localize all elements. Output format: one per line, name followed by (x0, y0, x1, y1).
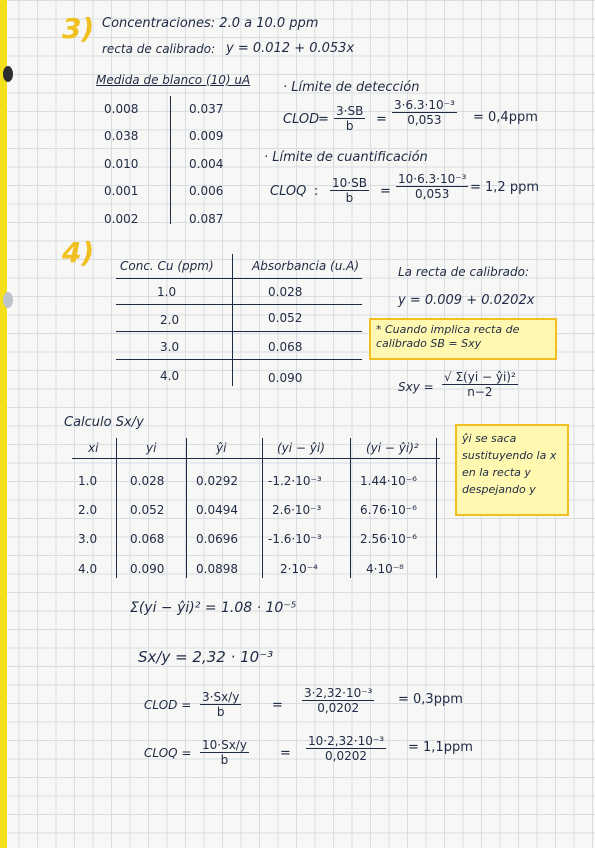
calc-header: (yi − ŷi)² (366, 441, 419, 455)
loq-label: CLOQ (270, 184, 307, 199)
calc-header: (yi − ŷi) (277, 441, 325, 455)
loq-frac-den: b (345, 191, 354, 205)
calc-cell: 1.44·10⁻⁶ (360, 474, 417, 488)
equals-sign: = (376, 112, 387, 127)
cloq-fraction (200, 738, 249, 767)
loq-frac-num: 10·SB (332, 176, 367, 190)
blanco-value: 0.008 (104, 102, 139, 116)
recta-equation: y = 0.012 + 0.053x (226, 41, 355, 56)
recta-title: La recta de calibrado: (398, 265, 529, 279)
sxy-formula-num: √ Σ(yi − ŷi)² (444, 370, 516, 384)
lod-fraction (334, 104, 365, 133)
calc-cell: 2·10⁻⁴ (280, 562, 318, 576)
lod-result: = 0,4ppm (473, 110, 538, 125)
yhat-note: ŷi se saca sustituyendo la x en la recta y despejando y (462, 432, 557, 496)
clod-result: = 0,3ppm (398, 692, 463, 707)
table-divider (232, 254, 233, 386)
clod-frac-num: 3·Sx/y (202, 690, 240, 704)
recta-equation-4: y = 0.009 + 0.0202x (398, 293, 535, 308)
blanco-value: 0.087 (189, 212, 224, 226)
loq-result: = 1,2 ppm (470, 180, 539, 195)
calc-cell: 0.068 (130, 532, 165, 546)
cloq-frac-den: b (220, 753, 229, 767)
calc-cell: 0.0898 (196, 562, 238, 576)
loq-calc-fraction (396, 172, 468, 201)
equals-sign: = (280, 746, 291, 761)
equals-sign: = (272, 698, 283, 713)
sxy-formula-fraction (442, 370, 518, 399)
table-cell: 3.0 (160, 340, 180, 354)
calc-cell: 0.052 (130, 503, 165, 517)
sxy-result-line: Sx/y = 2,32 · 10⁻³ (138, 648, 274, 666)
calc-cell: 2.56·10⁻⁶ (360, 532, 417, 546)
equals-sign: = (380, 184, 391, 199)
lod-calc-fraction (392, 98, 457, 127)
cloq-calc-fraction (306, 734, 386, 763)
table-cell: 0.090 (268, 371, 303, 385)
sb-note: * Cuando implica recta de calibrado SB = Sxy (376, 323, 520, 350)
clod-label: CLOD = (144, 698, 192, 712)
calc-header: ŷi (216, 441, 227, 455)
calc-cell: 4.0 (78, 562, 98, 576)
recta-label: recta de calibrado: (102, 42, 216, 56)
cloq-result: = 1,1ppm (408, 740, 473, 755)
table-cell: 0.028 (268, 285, 303, 299)
table-hline (116, 278, 362, 279)
table-header-abs: Absorbancia (u.A) (252, 259, 360, 273)
loq-calc-num: 10·6.3·10⁻³ (398, 172, 467, 186)
clod-calc-den: 0,0202 (317, 701, 360, 715)
calc-cell: 4·10⁻⁸ (366, 562, 404, 576)
lod-title: · Límite de detección (283, 80, 420, 95)
table-hline (116, 359, 362, 360)
calc-header: yi (146, 441, 157, 455)
blanco-value: 0.010 (104, 157, 139, 171)
calc-cell: -1.6·10⁻³ (268, 532, 322, 546)
lod-calc-den: 0,053 (407, 113, 442, 127)
blanco-value: 0.001 (104, 184, 139, 198)
calc-cell: 1.0 (78, 474, 98, 488)
blanco-value: 0.037 (189, 102, 224, 116)
lod-frac-num: 3·SB (336, 104, 364, 118)
loq-calc-den: 0,053 (415, 187, 450, 201)
calc-cell: 6.76·10⁻⁶ (360, 503, 417, 517)
blanco-value: 0.009 (189, 129, 224, 143)
calc-table-hline (72, 458, 440, 459)
sum-line: Σ(yi − ŷi)² = 1.08 · 10⁻⁵ (130, 600, 297, 616)
binder-hole (3, 66, 13, 82)
loq-title: · Límite de cuantificación (264, 150, 428, 165)
clod-fraction (200, 690, 241, 719)
equals-sign: = (318, 112, 329, 127)
clod-frac-den: b (216, 705, 225, 719)
calc-cell: 3.0 (78, 532, 98, 546)
blanco-divider (170, 96, 171, 224)
yellow-margin-line (0, 0, 7, 848)
calc-cell: -1.2·10⁻³ (268, 474, 322, 488)
loq-fraction (330, 176, 369, 205)
equals-sign: : (314, 184, 319, 199)
sxy-formula-label: Sxy = (398, 380, 434, 394)
calc-cell: 2.0 (78, 503, 98, 517)
table-cell: 1.0 (157, 285, 177, 299)
table-cell: 4.0 (160, 369, 180, 383)
concentraciones-text: Concentraciones: 2.0 a 10.0 ppm (102, 16, 319, 31)
table-cell: 0.068 (268, 340, 303, 354)
binder-hole (3, 292, 13, 308)
calc-cell: 0.0292 (196, 474, 238, 488)
calc-cell: 2.6·10⁻³ (272, 503, 322, 517)
blanco-value: 0.038 (104, 129, 139, 143)
cloq-calc-num: 10·2,32·10⁻³ (308, 734, 385, 748)
table-cell: 0.052 (268, 311, 303, 325)
cloq-calc-den: 0,0202 (325, 749, 368, 763)
calc-cell: 0.090 (130, 562, 165, 576)
lod-label: CLOD (283, 112, 320, 127)
calc-table-vline (350, 438, 351, 578)
clod-calc-fraction (302, 686, 374, 715)
blanco-value: 0.006 (189, 184, 224, 198)
cloq-frac-num: 10·Sx/y (202, 738, 247, 752)
table-cell: 2.0 (160, 313, 180, 327)
calc-table-vline (436, 438, 437, 578)
table-hline (116, 304, 362, 305)
calc-header: xi (88, 441, 99, 455)
table-hline (116, 331, 362, 332)
calc-cell: 0.0494 (196, 503, 238, 517)
calc-table-vline (186, 438, 187, 578)
clod-calc-num: 3·2,32·10⁻³ (304, 686, 373, 700)
calculo-title: Calculo Sx/y (64, 415, 144, 430)
cloq-label: CLOQ = (144, 746, 192, 760)
blanco-header: Medida de blanco (10) uA (96, 73, 251, 87)
calc-table-vline (116, 438, 117, 578)
blanco-value: 0.004 (189, 157, 224, 171)
table-header-conc: Conc. Cu (ppm) (120, 259, 214, 273)
calc-cell: 0.0696 (196, 532, 238, 546)
lod-frac-den: b (345, 119, 354, 133)
lod-calc-num: 3·6.3·10⁻³ (394, 98, 455, 112)
calc-table-vline (262, 438, 263, 578)
section-4-number: 4) (62, 236, 95, 269)
calc-cell: 0.028 (130, 474, 165, 488)
section-3-number: 3) (62, 12, 95, 45)
blanco-value: 0.002 (104, 212, 139, 226)
sxy-formula-den: n−2 (467, 385, 493, 399)
